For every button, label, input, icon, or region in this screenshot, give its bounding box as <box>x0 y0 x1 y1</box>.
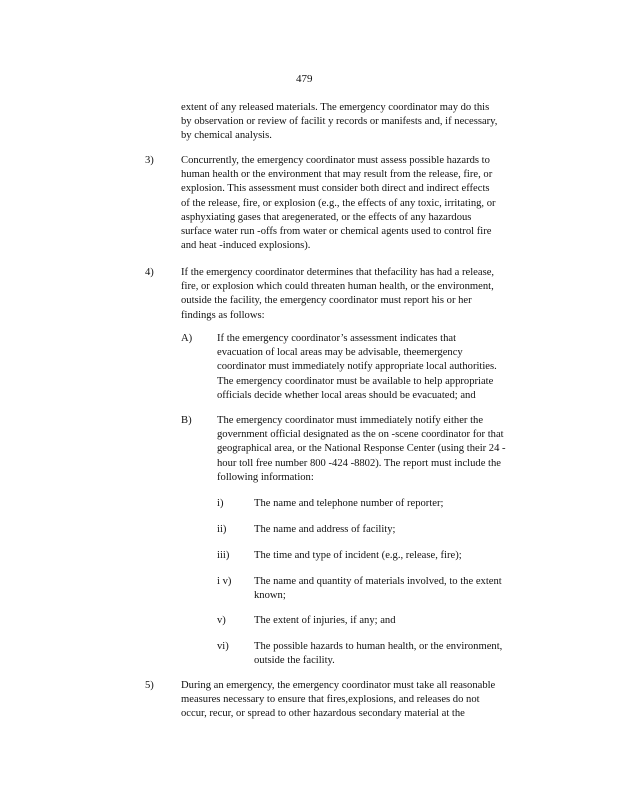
text-line: and heat -induced explosions). <box>181 240 311 252</box>
item-iii-text <box>254 549 534 563</box>
text-line: The emergency coordinator must immediately notify either the <box>217 415 484 426</box>
text-line: occur, recur, or spread to other hazardous secondary material at the <box>181 708 465 720</box>
text-line: of the release, fire, or explosion (e.g., the effects of any toxic, irritating, or <box>181 197 496 209</box>
text-line: officials decide whether local areas should be evacuated; and <box>217 389 476 401</box>
text-line: findings as follows: <box>181 309 265 321</box>
text-line: If the emergency coordinator’s assessment indicates that <box>217 333 457 344</box>
item-4b-label: B) <box>181 415 192 426</box>
item-5-paragraph <box>181 679 533 722</box>
item-3-paragraph <box>181 154 537 253</box>
text-line: measures necessary to ensure that fires,explosions, and releases do not <box>181 694 480 706</box>
text-line: outside the facility, the emergency coordinator must report his or her <box>181 295 472 307</box>
text-line: hour toll free number 800 -424 -8802). The report must include the <box>217 457 501 469</box>
text-line: fire, or explosion which could threaten human health, or the environment, <box>181 281 494 293</box>
text-line: The name and telephone number of reporter; <box>254 498 444 509</box>
text-line: by chemical analysis. <box>181 130 272 142</box>
text-line: known; <box>254 590 286 602</box>
item-i-label: i) <box>217 498 224 509</box>
item-i-text <box>254 497 534 511</box>
item-v-text <box>254 614 534 628</box>
text-line: surface water run -offs from water or chemical agents used to control fire <box>181 226 492 238</box>
item-vi-label: vi) <box>217 641 229 652</box>
text-line: extent of any released materials. The emergency coordinator may do this <box>181 102 490 113</box>
text-line: following information: <box>217 471 314 483</box>
item-iv-text <box>254 575 534 603</box>
item-iv-label: i v) <box>217 576 232 587</box>
item-4-label: 4) <box>145 267 154 278</box>
text-line: explosion. This assessment must consider both direct and indirect effects <box>181 183 490 195</box>
text-line: The name and address of facility; <box>254 524 396 535</box>
text-line: If the emergency coordinator determines that thefacility has had a release, <box>181 267 495 278</box>
page-number: 479 <box>296 73 313 85</box>
item-v-label: v) <box>217 615 226 626</box>
item-4a-paragraph <box>217 332 533 403</box>
text-line: The possible hazards to human health, or the environment, <box>254 641 503 652</box>
text-line: by observation or review of facilit y records or manifests and, if necessary, <box>181 116 498 128</box>
item-3-label: 3) <box>145 155 154 166</box>
text-line: human health or the environment that may result from the release, fire, or <box>181 169 493 181</box>
item-4-paragraph <box>181 266 537 323</box>
text-line: The time and type of incident (e.g., release, fire); <box>254 550 462 561</box>
text-line: outside the facility. <box>254 655 335 667</box>
item-vi-text <box>254 640 534 668</box>
text-line: During an emergency, the emergency coordinator must take all reasonable <box>181 680 496 691</box>
text-line: asphyxiating gases that aregenerated, or the effects of any hazardous <box>181 211 472 223</box>
text-line: Concurrently, the emergency coordinator must assess possible hazards to <box>181 155 490 166</box>
item-5-label: 5) <box>145 680 154 691</box>
item-ii-text <box>254 523 534 537</box>
intro-paragraph <box>181 101 533 144</box>
text-line: The extent of injuries, if any; and <box>254 615 396 626</box>
item-4b-paragraph <box>217 414 539 485</box>
item-ii-label: ii) <box>217 524 227 535</box>
text-line: The emergency coordinator must be available to help appropriate <box>217 375 494 387</box>
text-line: The name and quantity of materials involved, to the extent <box>254 576 502 587</box>
item-4a-label: A) <box>181 333 193 344</box>
text-line: evacuation of local areas may be advisable, theemergency <box>217 347 463 359</box>
item-iii-label: iii) <box>217 550 230 561</box>
text-line: geographical area, or the National Response Center (using their 24 - <box>217 443 506 455</box>
text-line: coordinator must immediately notify appropriate local authorities. <box>217 361 497 373</box>
text-line: government official designated as the on -scene coordinator for that <box>217 429 504 441</box>
